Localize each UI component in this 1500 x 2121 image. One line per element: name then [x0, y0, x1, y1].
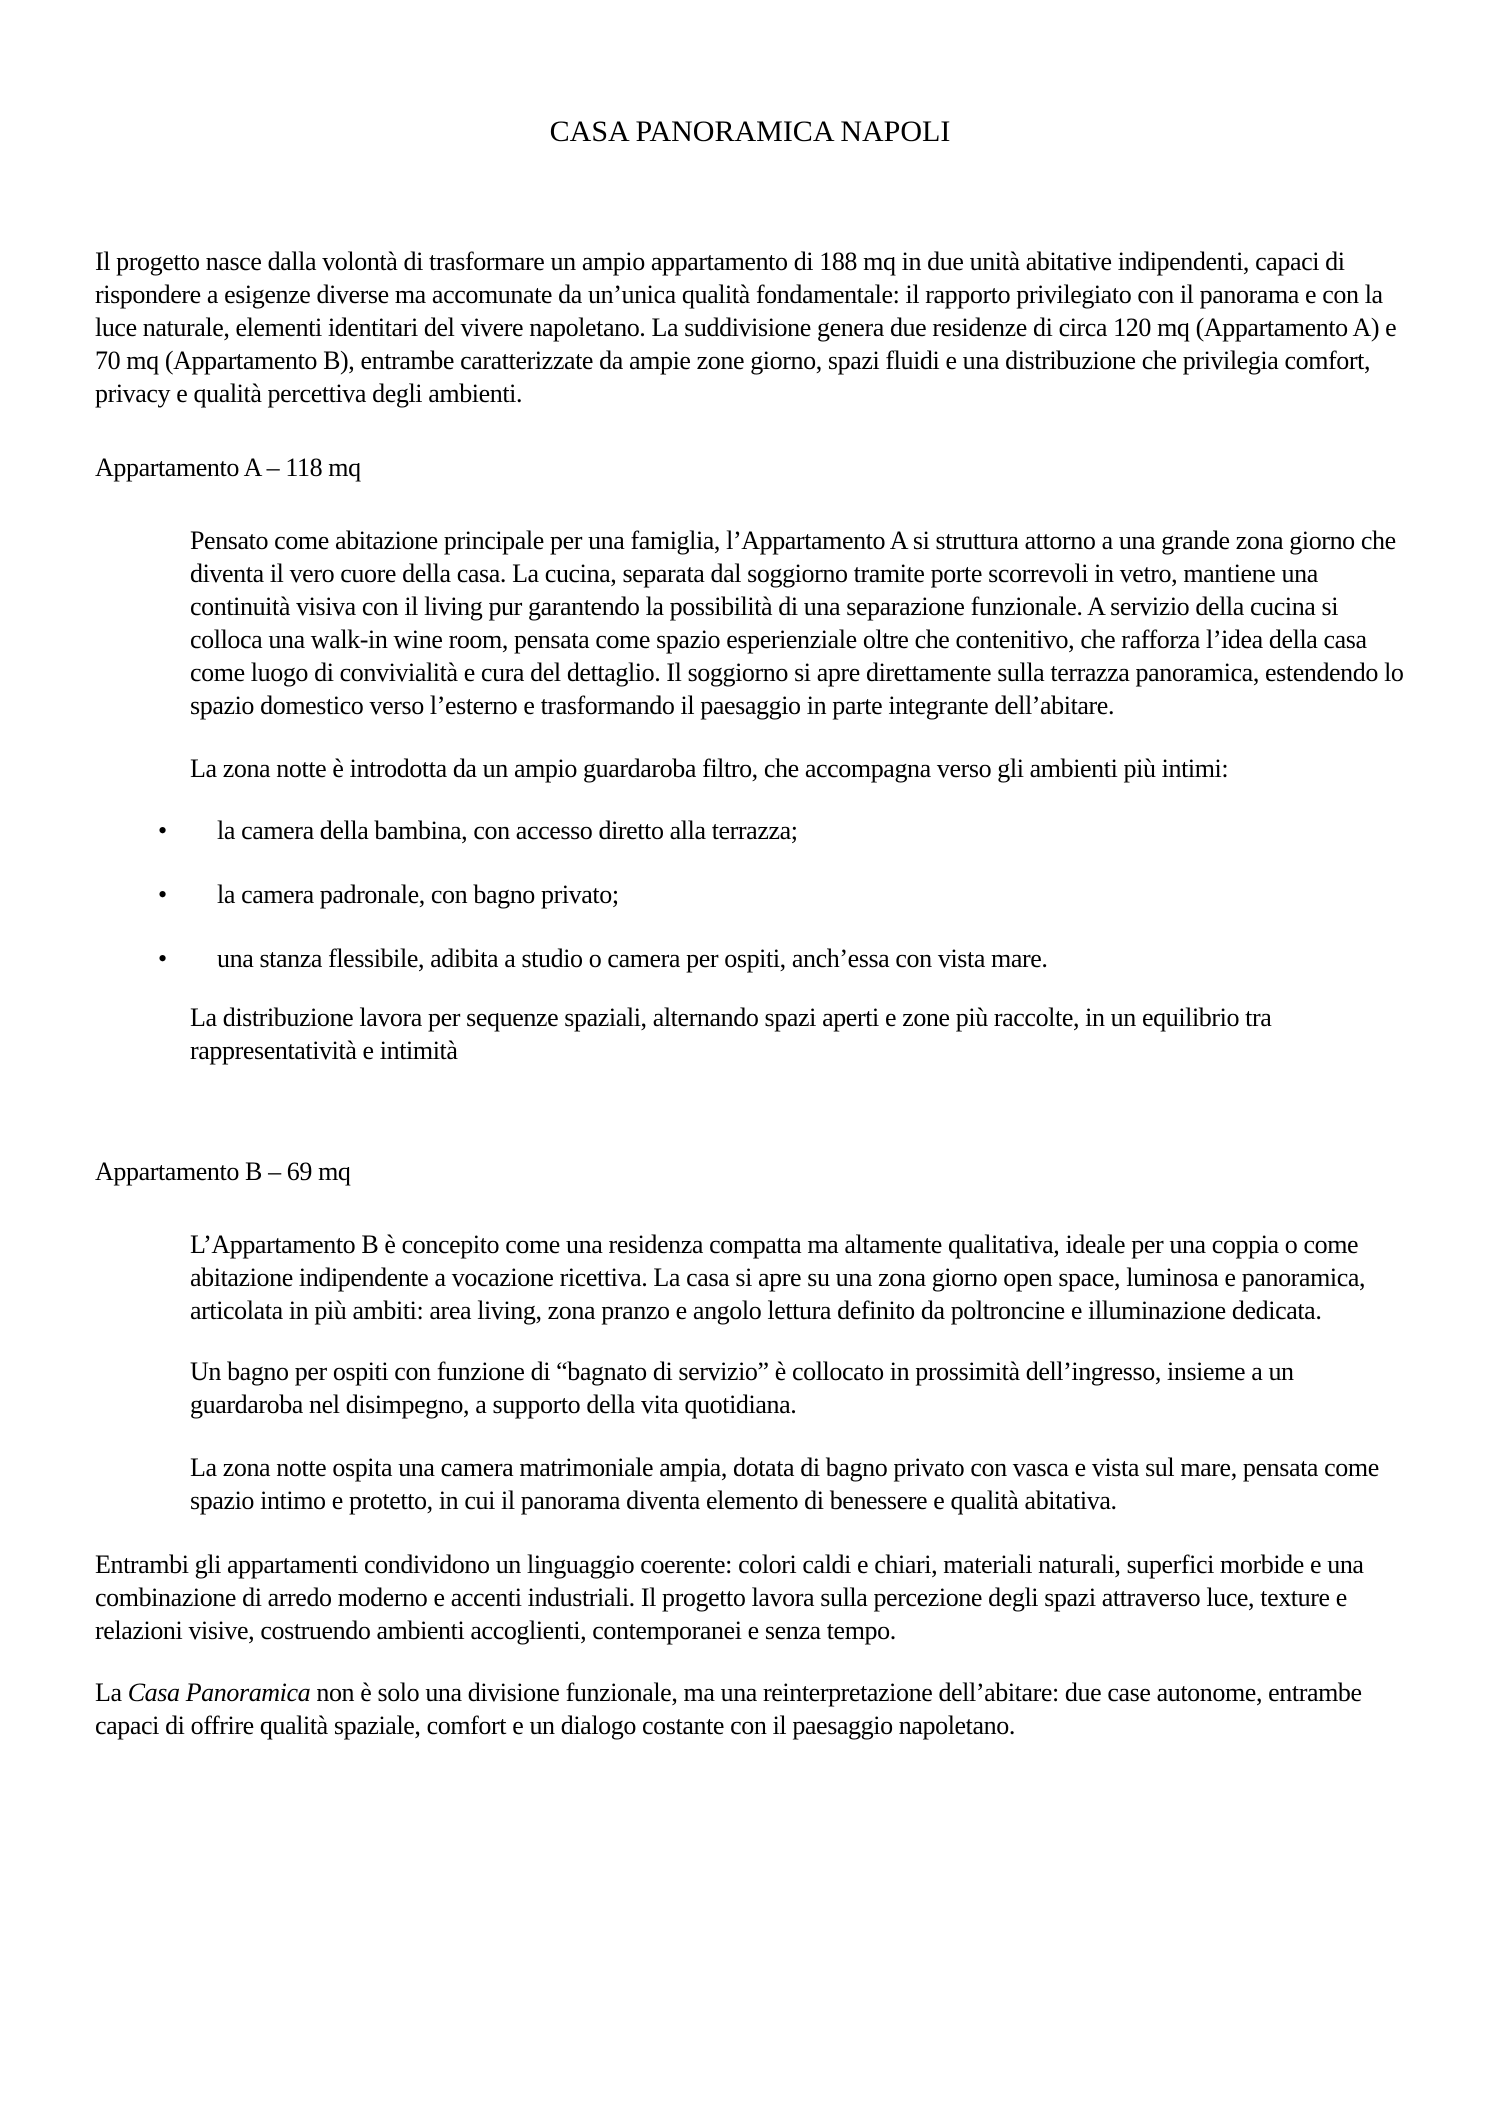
bullet-icon: •: [158, 880, 167, 909]
section-a-heading: Appartamento A – 118 mq: [95, 453, 361, 482]
closing-2-prefix: La: [95, 1678, 128, 1707]
intro-paragraph: Il progetto nasce dalla volontà di trasformare un ampio appartamento di 188 mq in due unità abitative indipendenti, capaci di rispondere a esigenze diverse ma accomunate da un’unica qualità fondamentale: il rapporto privilegiato con il panorama e con la luce naturale, elementi identitari del vivere napoletano. La suddivisione genera due residenze di circa 120 mq (Appartamento A) e 70 mq (Appartamento B), entrambe caratterizzate da ampie zone giorno, spazi fluidi e una distribuzione che privilegia comfort, privacy e qualità percettiva degli ambienti.: [95, 247, 1397, 408]
bullet-icon: •: [158, 816, 167, 845]
list-item: [158, 814, 1405, 847]
section-a-bullet-list: [95, 814, 1405, 975]
bullet-text: una stanza flessibile, adibita a studio o camera per ospiti, anch’essa con vista mare.: [217, 944, 1048, 973]
section-b-heading: Appartamento B – 69 mq: [95, 1157, 351, 1186]
section-b-paragraph-2: Un bagno per ospiti con funzione di “bagnato di servizio” è collocato in prossimità dell’ingresso, insieme a un guardaroba nel disimpegno, a supporto della vita quotidiana.: [190, 1357, 1294, 1419]
section-b-paragraph-3: La zona notte ospita una camera matrimoniale ampia, dotata di bagno privato con vasca e vista sul mare, pensata come spazio intimo e protetto, in cui il panorama diventa elemento di benessere e qualità abitativa.: [190, 1453, 1379, 1515]
list-item: [158, 942, 1405, 975]
section-b-paragraph-1: L’Appartamento B è concepito come una residenza compatta ma altamente qualitativa, ideale per una coppia o come abitazione indipendente a vocazione ricettiva. La casa si apre su una zona giorno open space, luminosa e panoramica, articolata in più ambiti: area living, zona pranzo e angolo lettura definito da poltroncine e illuminazione dedicata.: [190, 1230, 1366, 1325]
section-a-paragraph-1: Pensato come abitazione principale per una famiglia, l’Appartamento A si struttura attorno a una grande zona giorno che diventa il vero cuore della casa. La cucina, separata dal soggiorno tramite porte scorrevoli in vetro, mantiene una continuità visiva con il living pur garantendo la possibilità di una separazione funzionale. A servizio della cucina si colloca una walk-in wine room, pensata come spazio esperienziale oltre che contenitivo, che rafforza l’idea della casa come luogo di convivialità e cura del dettaglio. Il soggiorno si apre direttamente sulla terrazza panoramica, estendendo lo spazio domestico verso l’esterno e trasformando il paesaggio in parte integrante dell’abitare.: [190, 526, 1404, 720]
section-a-paragraph-2: La zona notte è introdotta da un ampio guardaroba filtro, che accompagna verso gli ambienti più intimi:: [190, 754, 1229, 783]
bullet-icon: •: [158, 944, 167, 973]
bullet-text: la camera padronale, con bagno privato;: [217, 880, 619, 909]
document-title: CASA PANORAMICA NAPOLI: [549, 115, 951, 148]
closing-2-suffix: non è solo una divisione funzionale, ma una reinterpretazione dell’abitare: due case autonome, entrambe capaci di offrire qualità spaziale, comfort e un dialogo costante con il paesaggio napoletano.: [95, 1678, 1362, 1740]
closing-paragraph-1: Entrambi gli appartamenti condividono un linguaggio coerente: colori caldi e chiari, materiali naturali, superfici morbide e una combinazione di arredo moderno e accenti industriali. Il progetto lavora sulla percezione degli spazi attraverso luce, texture e relazioni visive, costruendo ambienti accoglienti, contemporanei e senza tempo.: [95, 1550, 1364, 1645]
closing-paragraph-2: [95, 1676, 1405, 1742]
bullet-text: la camera della bambina, con accesso diretto alla terrazza;: [217, 816, 798, 845]
closing-2-project-name: Casa Panoramica: [127, 1678, 311, 1707]
list-item: [158, 878, 1405, 911]
section-a-paragraph-3: La distribuzione lavora per sequenze spaziali, alternando spazi aperti e zone più raccolte, in un equilibrio tra rappresentatività e intimità: [190, 1003, 1272, 1065]
